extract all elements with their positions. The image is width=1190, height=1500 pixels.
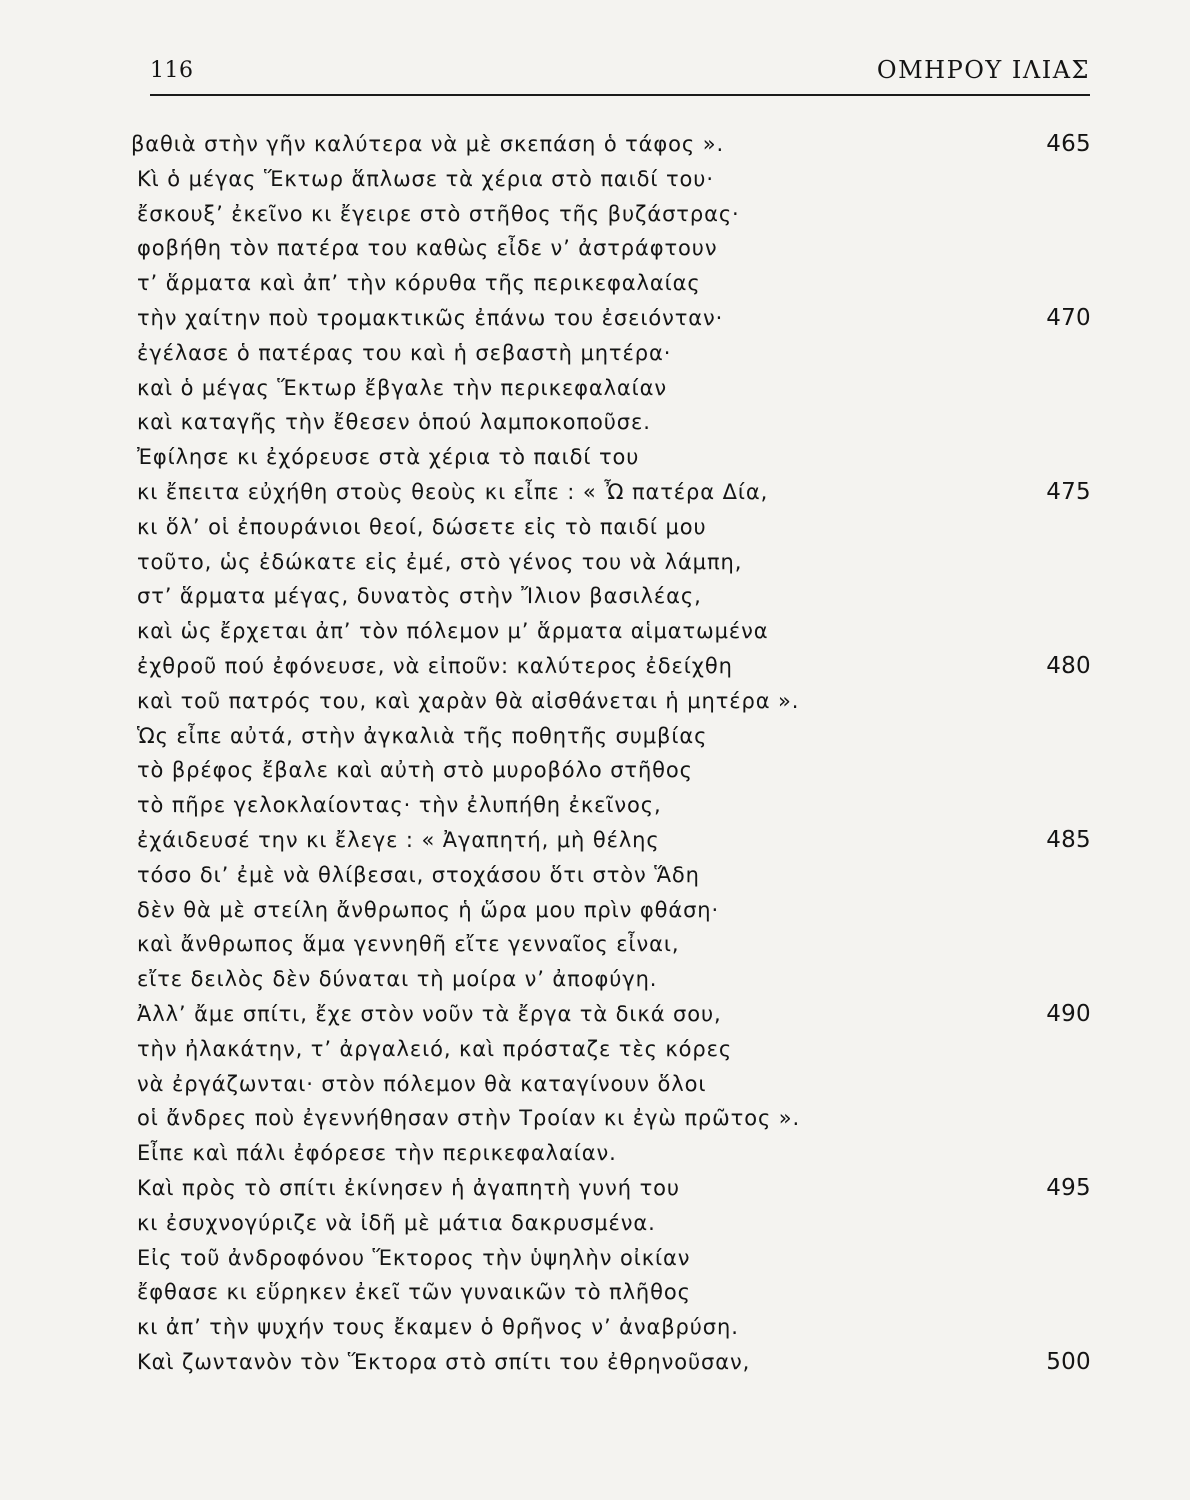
verse-text: δὲν θὰ μὲ στείλη ἄνθρωπος ἡ ὥρα μου πρὶν φθάση·: [137, 897, 720, 922]
verse-text: Ἀλλ’ ἄμε σπίτι, ἔχε στὸν νοῦν τὰ ἔργα τὰ δικά σου,: [137, 1001, 722, 1026]
verse-text: Καὶ ζωντανὸν τὸν Ἕκτορα στὸ σπίτι του ἐθρηνοῦσαν,: [137, 1349, 751, 1374]
verse-line: [131, 545, 1091, 580]
header-rule: [150, 94, 1090, 96]
verse-line: [131, 823, 1091, 858]
verse-line: [131, 649, 1091, 684]
verse-text: Ἐφίλησε κι ἐχόρευσε στὰ χέρια τὸ παιδί του: [137, 445, 640, 470]
line-number: 470: [1046, 304, 1091, 331]
verse-line: [131, 371, 1091, 406]
verse-line: [131, 231, 1091, 266]
verse-line: [131, 684, 1091, 719]
verse-text: Ὡς εἶπε αὐτά, στὴν ἀγκαλιὰ τῆς ποθητῆς συμβίας: [137, 723, 708, 748]
verse-line: [131, 301, 1091, 336]
verse-line: [131, 162, 1091, 197]
verse-line: [131, 997, 1091, 1032]
line-number: 490: [1046, 1000, 1091, 1027]
verse-text: τ’ ἅρματα καὶ ἀπ’ τὴν κόρυθα τῆς περικεφαλαίας: [137, 271, 701, 296]
verse-line: [131, 614, 1091, 649]
verse-text: τὸ πῆρε γελοκλαίοντας· τὴν ἐλυπήθη ἐκεῖνος,: [137, 793, 662, 818]
verse-line: [131, 962, 1091, 997]
verse-text: ἐχθροῦ πού ἐφόνευσε, νὰ εἰποῦν: καλύτερος ἐδείχθη: [137, 653, 733, 678]
verse-text: καὶ ὁ μέγας Ἕκτωρ ἔβγαλε τὴν περικεφαλαίαν: [137, 375, 668, 400]
verse-line: [131, 336, 1091, 371]
verse-line: [131, 197, 1091, 232]
verse-line: [131, 1067, 1091, 1102]
verse-text: κι ἐσυχνογύριζε νὰ ἰδῆ μὲ μάτια δακρυσμένα.: [137, 1210, 656, 1235]
verse-text: οἱ ἄνδρες ποὺ ἐγεννήθησαν στὴν Τροίαν κι ἐγὼ πρῶτος ».: [137, 1106, 801, 1131]
verse-text: καὶ ἄνθρωπος ἅμα γεννηθῆ εἴτε γενναῖος εἶναι,: [137, 932, 680, 957]
verse-text: στ’ ἅρματα μέγας, δυνατὸς στὴν Ἴλιον βασιλέας,: [137, 584, 702, 609]
verse-text: Εἶπε καὶ πάλι ἐφόρεσε τὴν περικεφαλαίαν.: [137, 1141, 617, 1166]
verse-text: τὴν χαίτην ποὺ τρομακτικῶς ἐπάνω του ἐσειόνταν·: [137, 305, 724, 330]
running-title: ΟΜΗΡΟΥ ΙΛΙΑΣ: [876, 56, 1090, 84]
verse-line: [131, 475, 1091, 510]
verse-line: [131, 893, 1091, 928]
verse-line: [131, 1241, 1091, 1276]
verse-line: [131, 1275, 1091, 1310]
line-number: 480: [1046, 652, 1091, 679]
verse-line: [131, 858, 1091, 893]
verse-text: τοῦτο, ὡς ἐδώκατε εἰς ἐμέ, στὸ γένος του νὰ λάμπη,: [137, 549, 743, 574]
verse-line: [131, 1171, 1091, 1206]
verse-text: καὶ καταγῆς τὴν ἔθεσεν ὁπού λαμποκοποῦσε.: [137, 410, 651, 435]
verse-text: καὶ ὡς ἔρχεται ἀπ’ τὸν πόλεμον μ’ ἅρματα αἱματωμένα: [137, 619, 769, 644]
verse-line: [131, 1032, 1091, 1067]
verse-line: [131, 127, 1091, 162]
verse-line: [131, 266, 1091, 301]
verse-text: κι ἀπ’ τὴν ψυχήν τους ἔκαμεν ὁ θρῆνος ν’ ἀναβρύση.: [137, 1315, 739, 1340]
page-number: 116: [150, 58, 194, 83]
verse-text: τὴν ἠλακάτην, τ’ ἀργαλειό, καὶ πρόσταζε τὲς κόρες: [137, 1036, 733, 1061]
line-number: 465: [1046, 131, 1091, 157]
verse-text: κι ἔπειτα εὐχήθη στοὺς θεοὺς κι εἶπε : « Ὦ πατέρα Δία,: [137, 479, 769, 504]
verse-text: νὰ ἐργάζωνται· στὸν πόλεμον θὰ καταγίνουν ὅλοι: [137, 1071, 707, 1096]
verse-text: βαθιὰ στὴν γῆν καλύτερα νὰ μὲ σκεπάση ὁ τάφος ».: [131, 132, 725, 156]
line-number: 495: [1046, 1174, 1091, 1201]
verse-line: [131, 719, 1091, 754]
verse-line: [131, 788, 1091, 823]
verse-line: [131, 405, 1091, 440]
poem-text: [131, 127, 1091, 1380]
page-header: [150, 54, 1090, 94]
verse-line: [131, 1136, 1091, 1171]
verse-text: ἔφθασε κι εὕρηκεν ἐκεῖ τῶν γυναικῶν τὸ πλῆθος: [137, 1280, 691, 1305]
verse-text: ἔσκουξ’ ἐκεῖνο κι ἔγειρε στὸ στῆθος τῆς βυζάστρας·: [137, 201, 740, 226]
verse-line: [131, 579, 1091, 614]
verse-text: εἴτε δειλὸς δὲν δύναται τὴ μοίρα ν’ ἀποφύγη.: [137, 967, 658, 992]
verse-text: Κὶ ὁ μέγας Ἕκτωρ ἅπλωσε τὰ χέρια στὸ παιδί του·: [137, 166, 714, 191]
verse-text: τὸ βρέφος ἔβαλε καὶ αὐτὴ στὸ μυροβόλο στῆθος: [137, 758, 693, 783]
verse-text: κι ὅλ’ οἱ ἐπουράνιοι θεοί, δώσετε εἰς τὸ παιδί μου: [137, 514, 707, 539]
line-number: 500: [1046, 1348, 1091, 1375]
line-number: 475: [1046, 478, 1091, 505]
verse-line: [131, 440, 1091, 475]
verse-line: [131, 927, 1091, 962]
verse-text: ἐχάιδευσέ την κι ἔλεγε : « Ἀγαπητή, μὴ θέλης: [137, 827, 660, 852]
verse-text: ἐγέλασε ὁ πατέρας του καὶ ἡ σεβαστὴ μητέρα·: [137, 340, 672, 365]
verse-line: [131, 1206, 1091, 1241]
verse-text: Καὶ πρὸς τὸ σπίτι ἐκίνησεν ἡ ἀγαπητὴ γυνή του: [137, 1175, 680, 1200]
verse-text: τόσο δι’ ἐμὲ νὰ θλίβεσαι, στοχάσου ὅτι στὸν Ἅδη: [137, 862, 700, 887]
verse-line: [131, 753, 1091, 788]
verse-text: φοβήθη τὸν πατέρα του καθὼς εἶδε ν’ ἀστράφτουν: [137, 236, 718, 261]
line-number: 485: [1046, 826, 1091, 853]
verse-text: Εἰς τοῦ ἀνδροφόνου Ἕκτορος τὴν ὑψηλὴν οἰκίαν: [137, 1245, 691, 1270]
verse-line: [131, 1345, 1091, 1380]
verse-line: [131, 1101, 1091, 1136]
verse-line: [131, 510, 1091, 545]
verse-text: καὶ τοῦ πατρός του, καὶ χαρὰν θὰ αἰσθάνεται ἡ μητέρα ».: [137, 688, 800, 713]
verse-line: [131, 1310, 1091, 1345]
